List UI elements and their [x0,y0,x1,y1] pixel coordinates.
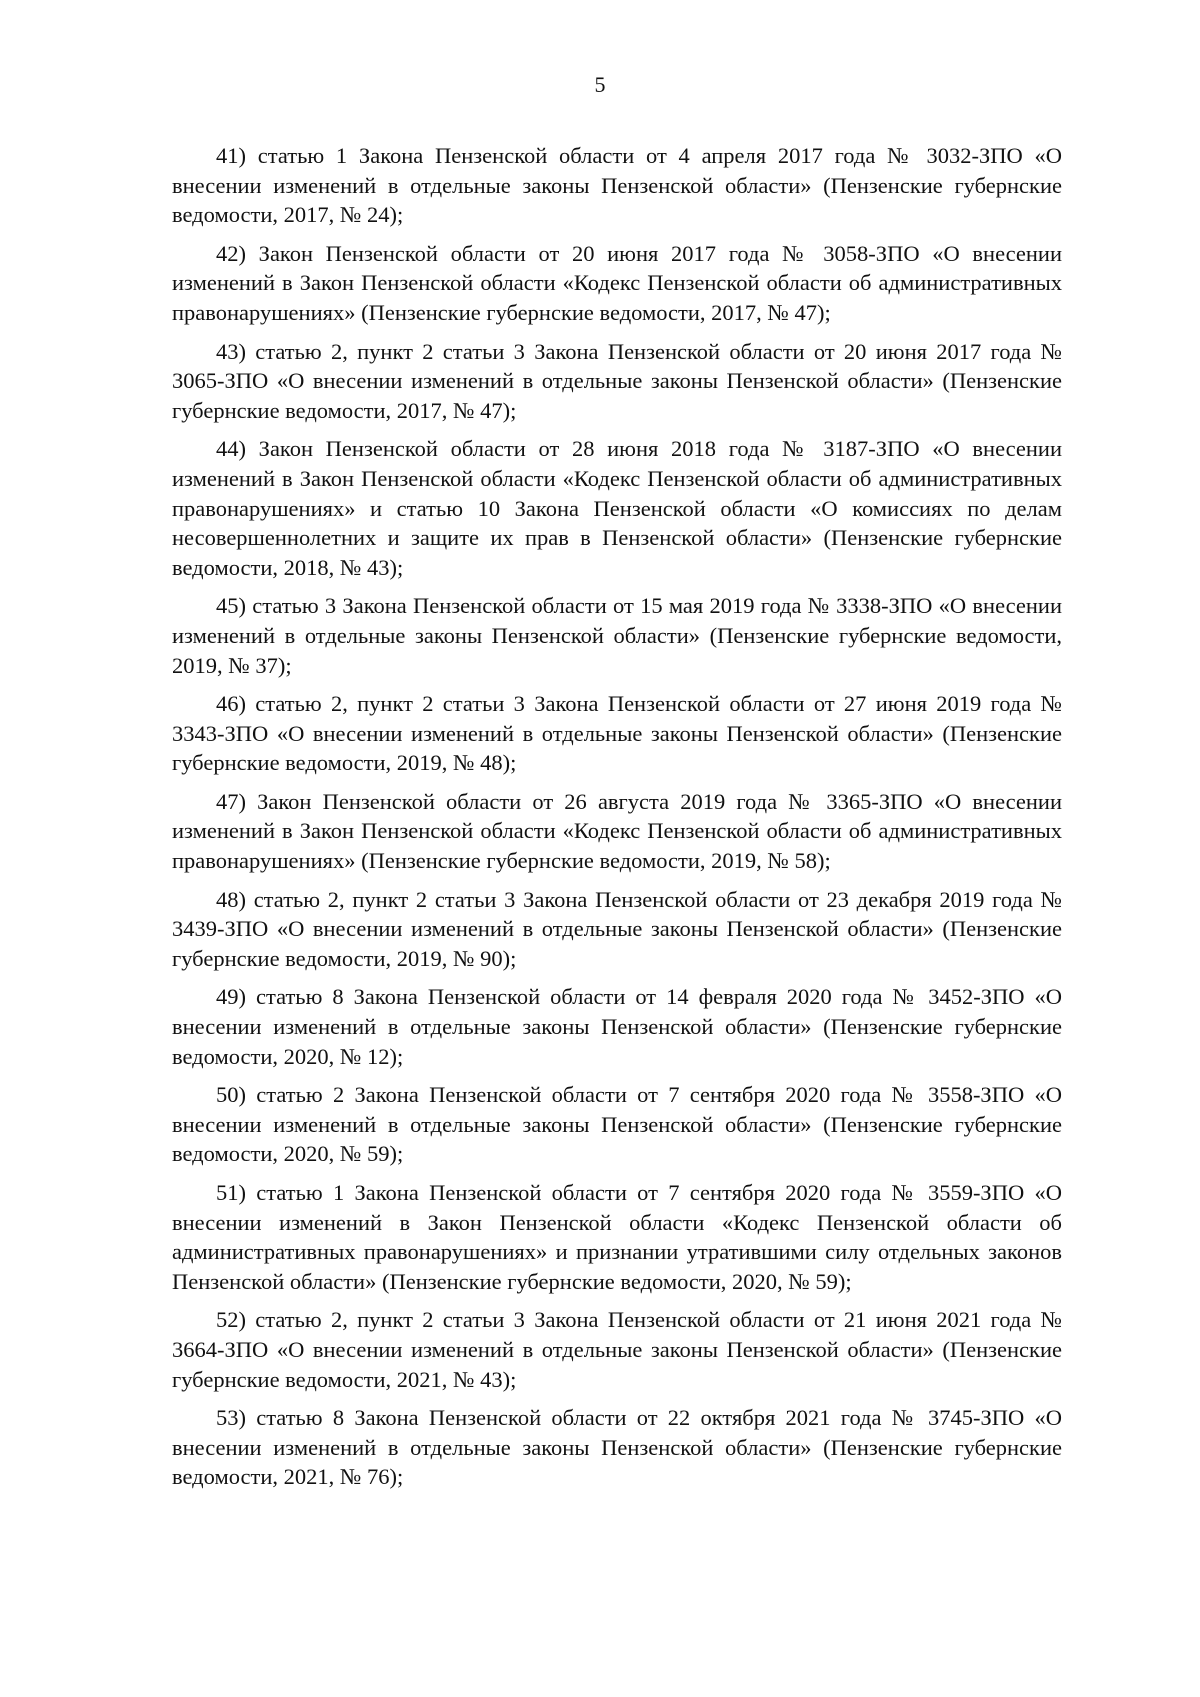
list-item-48: 48) статью 2, пункт 2 статьи 3 Закона Пензенской области от 23 декабря 2019 года № 3439-ЗПО «О внесении изменений в отдельные законы Пензенской области» (Пензенские губернские ведомости, 2019, № 90); [172,886,1062,971]
list-item-50: 50) статью 2 Закона Пензенской области от 7 сентября 2020 года № 3558-ЗПО «О внесении изменений в отдельные законы Пензенской области» (Пензенские губернские ведомости, 2020, № 59); [172,1082,1062,1167]
list-item-43: 43) статью 2, пункт 2 статьи 3 Закона Пензенской области от 20 июня 2017 года № 3065-ЗПО «О внесении изменений в отдельные законы Пензенской области» (Пензенские губернские ведомости, 2017, № 47); [172,338,1062,423]
law-list [172,141,1062,1501]
list-item-52: 52) статью 2, пункт 2 статьи 3 Закона Пензенской области от 21 июня 2021 года № 3664-ЗПО «О внесении изменений в отдельные законы Пензенской области» (Пензенские губернские ведомости, 2021, № 43); [172,1307,1062,1392]
page-number: 5 [594,72,606,97]
list-item-41: 41) статью 1 Закона Пензенской области от 4 апреля 2017 года № 3032-ЗПО «О внесении изменений в отдельные законы Пензенской области» (Пензенские губернские ведомости, 2017, № 24); [172,143,1062,228]
list-item-42: 42) Закон Пензенской области от 20 июня 2017 года № 3058-ЗПО «О внесении изменений в Закон Пензенской области «Кодекс Пензенской области об административных правонарушениях» (Пензенские губернские ведомости, 2017, № 47); [172,240,1062,325]
list-item-49: 49) статью 8 Закона Пензенской области от 14 февраля 2020 года № 3452-ЗПО «О внесении изменений в отдельные законы Пензенской области» (Пензенские губернские ведомости, 2020, № 12); [172,984,1062,1069]
list-item-46: 46) статью 2, пункт 2 статьи 3 Закона Пензенской области от 27 июня 2019 года № 3343-ЗПО «О внесении изменений в отдельные законы Пензенской области» (Пензенские губернские ведомости, 2019, № 48); [172,691,1062,776]
list-item-45: 45) статью 3 Закона Пензенской области от 15 мая 2019 года № 3338-ЗПО «О внесении изменений в отдельные законы Пензенской области» (Пензенские губернские ведомости, 2019, № 37); [172,593,1062,678]
list-item-51: 51) статью 1 Закона Пензенской области от 7 сентября 2020 года № 3559-ЗПО «О внесении изменений в Закон Пензенской области «Кодекс Пензенской области об административных правонарушениях» и признании утратившими силу отдельных законов Пензенской области» (Пензенские губернские ведомости, 2020, № 59); [172,1180,1062,1294]
list-item-47: 47) Закон Пензенской области от 26 августа 2019 года № 3365-ЗПО «О внесении изменений в Закон Пензенской области «Кодекс Пензенской области об административных правонарушениях» (Пензенские губернские ведомости, 2019, № 58); [172,788,1062,874]
list-item-53: 53) статью 8 Закона Пензенской области от 22 октября 2021 года № 3745-ЗПО «О внесении изменений в отдельные законы Пензенской области» (Пензенские губернские ведомости, 2021, № 76); [172,1405,1062,1490]
list-item-44: 44) Закон Пензенской области от 28 июня 2018 года № 3187-ЗПО «О внесении изменений в Закон Пензенской области «Кодекс Пензенской области об административных правонарушениях» и статью 10 Закона Пензенской области «О комиссиях по делам несовершеннолетних и защите их прав в Пензенской области» (Пензенские губернские ведомости, 2018, № 43); [172,436,1062,580]
